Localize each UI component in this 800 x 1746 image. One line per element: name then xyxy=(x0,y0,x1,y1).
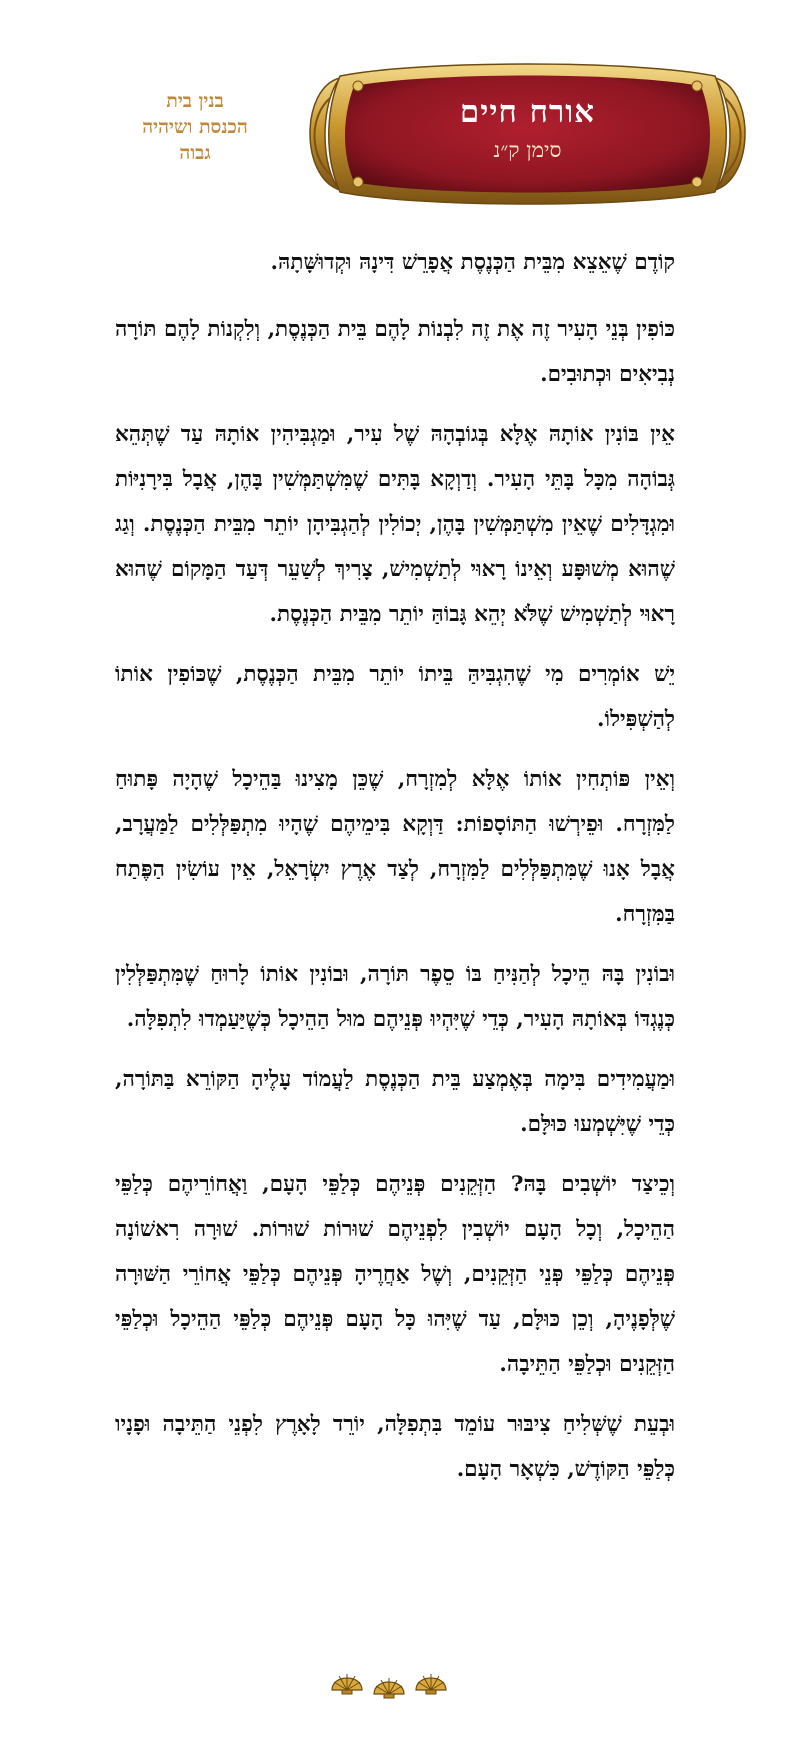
page-title: אורח חיים xyxy=(459,94,596,130)
paragraph: וּבוֹנִין בָּהּ הֵיכָל לְהַנִּיחַ בּוֹ סֵפֶר תּוֹרָה, וּבוֹנִין אוֹתוֹ לָרוּחַ שֶׁמִּתְפַּלְּלִין כְּנֶגְדּוֹ בְּאוֹתָהּ הָעִיר, כְּדֵי שֶׁיִּהְיוּ פְּנֵיהֶם מוּל הַהֵיכָל כְּשֶׁיַּעַמְדוּ לִתְפִלָּה. xyxy=(115,962,675,1032)
shell-icon xyxy=(372,1670,406,1700)
paragraph: אֵין בּוֹנִין אוֹתָהּ אֶלָּא בְּגוֹבְהָהּ שֶׁל עִיר, וּמַגְבִּיהִין אוֹתָהּ עַד שֶׁתְּהֵא גְּבוֹהָה מִכָּל בָּתֵּי הָעִיר. וְדַוְקָא בָּתִּים שֶׁמִּשְׁתַּמְּשִׁין בָּהֶן, אֲבָל בִּירָנִיּוֹת וּמִגְדָּלִים שֶׁאֵין מִשְׁתַּמְּשִׁין בָּהֶן, יְכוֹלִין לְהַגְבִּיהָן יוֹתֵר מִבֵּית הַכְּנֶסֶת. וְגַג שֶׁהוּא מְשׁוּפָּע וְאֵינוֹ רָאוּי לְתַשְׁמִישׁ, צָרִיךְ לְשַׁעֵר דְּעַד הַמָּקוֹם שֶׁהוּא רָאוּי לְתַשְׁמִישׁ שֶׁלֹּא יְהֵא גָּבוֹהַּ יוֹתֵר מִבֵּית הַכְּנֶסֶת. xyxy=(115,422,675,627)
paragraph: וּבְעֵת שֶׁשְּׁלִיחַ צִיבּוּר עוֹמֵד בִּתְפִלָּה, יוֹרֵד לָאָרֶץ לִפְנֵי הַתֵּיבָה וּפָנָיו כְּלַפֵּי הַקּוֹדֶשׁ, כִּשְׁאָר הָעָם. xyxy=(115,1412,675,1482)
shell-icon xyxy=(414,1666,448,1696)
paragraph: קוֹדֶם שֶׁאֵצֵא מִבֵּית הַכְּנֶסֶת אֲפָרֵשׁ דִּינָהּ וּקְדוּשָּׁתָהּ. xyxy=(270,250,675,275)
paragraph: וְאֵין פּוֹתְחִין אוֹתוֹ אֶלָּא לְמִזְרָח, שֶׁכֵּן מָצִינוּ בַּהֵיכָל שֶׁהָיָה פָּתוּחַ לַמִּזְרָח. וּפֵירְשׁוּ הַתּוֹסָפוֹת: דַּוְקָא בִּימֵיהֶם שֶׁהָיוּ מִתְפַּלְּלִים לַמַּעֲרָב, אֲבָל אָנוּ שֶׁמִּתְפַּלְּלִים לַמִּזְרָח, לְצַד אֶרֶץ יִשְׂרָאֵל, אֵין עוֹשִׂין הַפֶּתַח בַּמִּזְרָח. xyxy=(115,767,675,927)
topic-line: בנין בית xyxy=(166,90,224,112)
header xyxy=(0,0,800,220)
paragraph: כּוֹפִין בְּנֵי הָעִיר זֶה אֶת זֶה לִבְנוֹת לָהֶם בֵּית הַכְּנֶסֶת, וְלִקְנוֹת לָהֶם תּוֹרָה נְבִיאִים וּכְתוּבִים. xyxy=(115,317,675,387)
paragraph: יֵשׁ אוֹמְרִים מִי שֶׁהִגְבִּיהַּ בֵּיתוֹ יוֹתֵר מִבֵּית הַכְּנֶסֶת, שֶׁכּוֹפִין אוֹתוֹ לְהַשְׁפִּילוֹ. xyxy=(115,662,675,732)
page-subtitle: סימן ק״נ xyxy=(493,138,562,162)
topic-label xyxy=(90,88,300,166)
banner-graphic xyxy=(300,58,755,208)
shell-ornament-icon xyxy=(330,1660,470,1710)
shell-icon xyxy=(330,1666,364,1696)
text-body xyxy=(115,240,675,1507)
paragraph: וּמַעֲמִידִים בִּימָה בְּאֶמְצַע בֵּית הַכְּנֶסֶת לַעֲמוֹד עָלֶיהָ הַקּוֹרֵא בַּתּוֹרָה, כְּדֵי שֶׁיִּשְׁמְעוּ כּוּלָּם. xyxy=(115,1067,675,1137)
paragraph: וְכֵיצַד יוֹשְׁבִים בָּהּ? הַזְּקֵנִים פְּנֵיהֶם כְּלַפֵּי הָעָם, וַאֲחוֹרֵיהֶם כְּלַפֵּי הַהֵיכָל, וְכָל הָעָם יוֹשְׁבִין לִפְנֵיהֶם שׁוּרוֹת שׁוּרוֹת. שׁוּרָה רִאשׁוֹנָה פְּנֵיהֶם כְּלַפֵּי פְּנֵי הַזְּקֵנִים, וְשֶׁל אַחֲרֶיהָ פְּנֵיהֶם כְּלַפֵּי אֲחוֹרֵי הַשּׁוּרָה שֶׁלְּפָנֶיהָ, וְכֵן כּוּלָּם, עַד שֶׁיִּהוּ כָּל הָעָם פְּנֵיהֶם כְּלַפֵּי הַהֵיכָל וּכְלַפֵּי הַזְּקֵנִים וּכְלַפֵּי הַתֵּיבָה. xyxy=(115,1172,675,1377)
topic-line: הכנסת ושיהיה xyxy=(142,116,248,138)
scroll-banner-icon xyxy=(300,58,755,208)
topic-line: גבוה xyxy=(179,142,211,164)
